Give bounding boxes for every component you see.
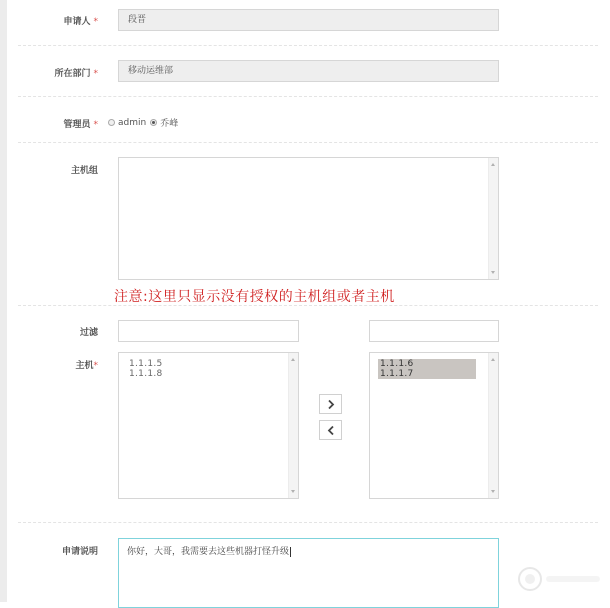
admin-label: 管理员 * — [63, 120, 98, 130]
scroll-up-icon[interactable] — [491, 358, 495, 361]
host-group-label: 主机组 — [70, 166, 98, 176]
description-textarea[interactable] — [118, 538, 499, 608]
move-right-button[interactable] — [319, 394, 342, 414]
scroll-up-icon[interactable] — [491, 163, 495, 166]
list-item[interactable]: 1.1.1.7 — [378, 369, 476, 379]
notice-text: 注意:这里只显示没有授权的主机组或者主机 — [114, 289, 395, 305]
chevron-left-icon — [326, 425, 336, 436]
divider — [18, 522, 598, 523]
available-hosts-list[interactable] — [118, 352, 299, 499]
radio-qiaofeng-label: 乔峰 — [160, 119, 179, 129]
list-item[interactable]: 1.1.1.5 — [129, 359, 163, 369]
scroll-up-icon[interactable] — [291, 358, 295, 361]
watermark-logo-icon — [516, 560, 606, 598]
radio-qiaofeng[interactable] — [150, 119, 157, 126]
divider — [18, 45, 598, 46]
department-field: 移动运维部 — [118, 60, 499, 82]
department-label: 所在部门 * — [54, 69, 98, 79]
scroll-down-icon[interactable] — [291, 490, 295, 493]
filter-input-right[interactable] — [369, 320, 499, 342]
radio-admin[interactable] — [108, 119, 115, 126]
text-caret — [290, 547, 291, 557]
scroll-down-icon[interactable] — [491, 271, 495, 274]
applicant-field: 段晋 — [118, 9, 499, 31]
divider — [18, 142, 598, 143]
scrollbar[interactable] — [488, 158, 498, 279]
description-label: 申请说明 — [61, 547, 98, 557]
scrollbar[interactable] — [488, 353, 498, 498]
left-edge-bar — [0, 0, 7, 602]
divider — [18, 96, 598, 97]
scrollbar[interactable] — [288, 353, 298, 498]
host-group-list[interactable] — [118, 157, 499, 280]
filter-label: 过滤 — [79, 328, 98, 338]
move-left-button[interactable] — [319, 420, 342, 440]
selected-hosts-list[interactable] — [369, 352, 499, 499]
hosts-label: 主机* — [75, 361, 98, 371]
scroll-down-icon[interactable] — [491, 490, 495, 493]
applicant-label: 申请人 * — [63, 17, 98, 27]
radio-admin-label: admin — [118, 117, 147, 128]
list-item[interactable]: 1.1.1.6 — [378, 359, 476, 369]
divider — [18, 305, 598, 306]
description-text: 你好，大哥，我需要去这些机器打怪升级 — [127, 547, 290, 557]
list-item[interactable]: 1.1.1.8 — [129, 369, 163, 379]
admin-radio-group — [108, 116, 182, 129]
chevron-right-icon — [326, 399, 336, 410]
filter-input-left[interactable] — [118, 320, 299, 342]
